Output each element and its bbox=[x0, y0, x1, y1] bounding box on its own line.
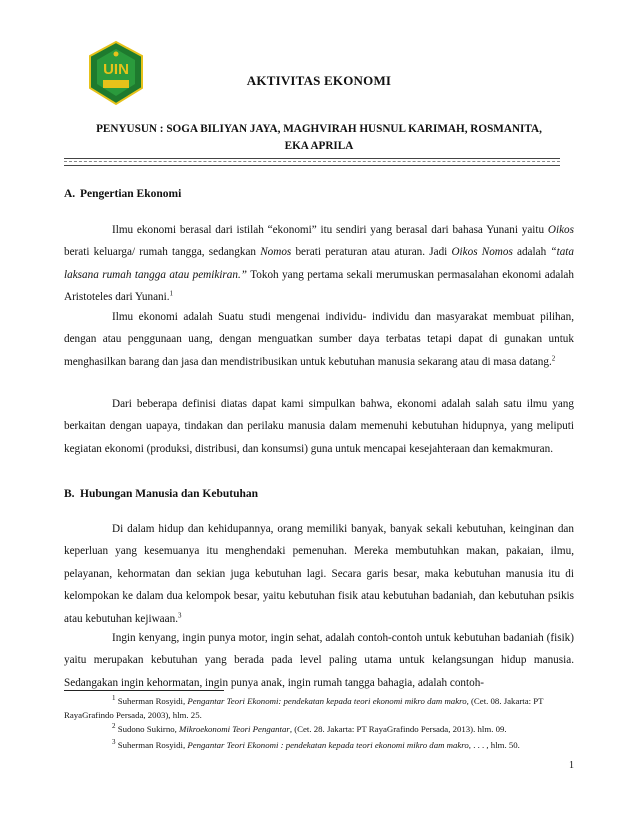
section-a-letter: A. bbox=[64, 188, 76, 200]
paragraph-a1: Ilmu ekonomi berasal dari istilah “ekonomi” itu sendiri yang berasal dari bahasa Yunani yaitu Oikos berati keluarga/ rumah tangga, sedangkan Nomos berati peraturan atau aturan. Jadi Oikos Nomos adalah “tata laksana rumah tangga atau pemikiran.” Tokoh yang pertama sekali merumuskan permasalahan ekonomi adalah Aristoteles dari Yunani.$^1$ bbox=[64, 224, 574, 304]
section-a-heading bbox=[64, 188, 182, 200]
footnote-3: $^3$ Suherman Rosyidi, Pengantar Teori Ekonomi : pendekatan kepada teori ekonomi mikro dam makro, . . . , hlm. 50. bbox=[112, 738, 520, 750]
paragraph-a3: Dari beberapa definisi diatas dapat kami simpulkan bahwa, ekonomi adalah salah satu ilmu yang berkaitan dengan uapaya, tindakan dan perilaku manusia dalam memenuhi kebutuhan hidupnya, yang meliputi kegiatan ekonomi (produksi, distribusi, dan konsumsi) guna untuk mencapai kesejahteraan dan kemakmuran. bbox=[64, 398, 574, 455]
section-b-letter: B. bbox=[64, 488, 75, 500]
section-b-heading bbox=[64, 488, 259, 500]
paragraph-b1: Di dalam hidup dan kehidupannya, orang memiliki banyak, banyak sekali kebutuhan, keinginan dan keperluan yang kesemuanya itu menghendaki pemenuhan. Mereka membutuhkan makan, pakaian, ilmu, pelayanan, kehormatan dan sekian juga kebutuhan lagi. Secara garis besar, maka kebutuhan manusia itu di kelompokan ke dalam dua kelompok besar, yaitu kebutuhan fisik atau kebutuhan badaniah, dan kebutuhan psikis atau kebutuhan kejiwaan.$^3$ bbox=[64, 523, 574, 625]
footnote-rule bbox=[64, 690, 224, 691]
section-a-title: Pengertian Ekonomi bbox=[80, 188, 182, 200]
document-title: AKTIVITAS EKONOMI bbox=[246, 73, 392, 88]
section-b-title: Hubungan Manusia dan Kebutuhan bbox=[80, 488, 259, 500]
separator-dashes bbox=[64, 161, 560, 162]
paragraph-b2: Ingin kenyang, ingin punya motor, ingin sehat, adalah contoh-contoh untuk kebutuhan badaniah (fisik) yaitu merupakan kebutuhan yang berada pada level paling utama untuk kelangsungan hidup manusia. Sedangakan ingin kehormatan, ingin punya anak, ingin rumah tangga bahagia, adalah contoh- bbox=[64, 632, 574, 689]
authors-line-2: EKA APRILA bbox=[284, 140, 354, 152]
separator-line bbox=[64, 158, 560, 166]
footnote-1: $^1$ Suherman Rosyidi, Pengantar Teori Ekonomi: pendekatan kepada teori ekonomi mikro dam makro, (Cet. 08. Jakarta: PT RayaGrafindo Persada, 2003), hlm. 25. bbox=[64, 694, 544, 720]
page-number: 1 bbox=[569, 760, 574, 771]
logo-text: UIN bbox=[103, 61, 129, 78]
footnote-2: $^2$ Sudono Sukirno, Mikroekonomi Teori Pengantar, (Cet. 28. Jakarta: PT RayaGrafindo Persada, 2013). hlm. 09. bbox=[112, 722, 507, 734]
paragraph-a2: Ilmu ekonomi adalah Suatu studi mengenai individu- individu dan masyarakat membuat pilihan, dengan atau penggunaan uang, dengan menguatkan sumber daya terbatas tetapi dapat di gunakan untuk menghasilkan barang dan jasa dan mendistribusikan untuk kebutuhan manusia sekarang atau di masa datang.$^2$ bbox=[64, 311, 574, 368]
authors bbox=[64, 121, 574, 155]
authors-line-1: PENYUSUN : SOGA BILIYAN JAYA, MAGHVIRAH HUSNUL KARIMAH, ROSMANITA, bbox=[96, 123, 542, 135]
